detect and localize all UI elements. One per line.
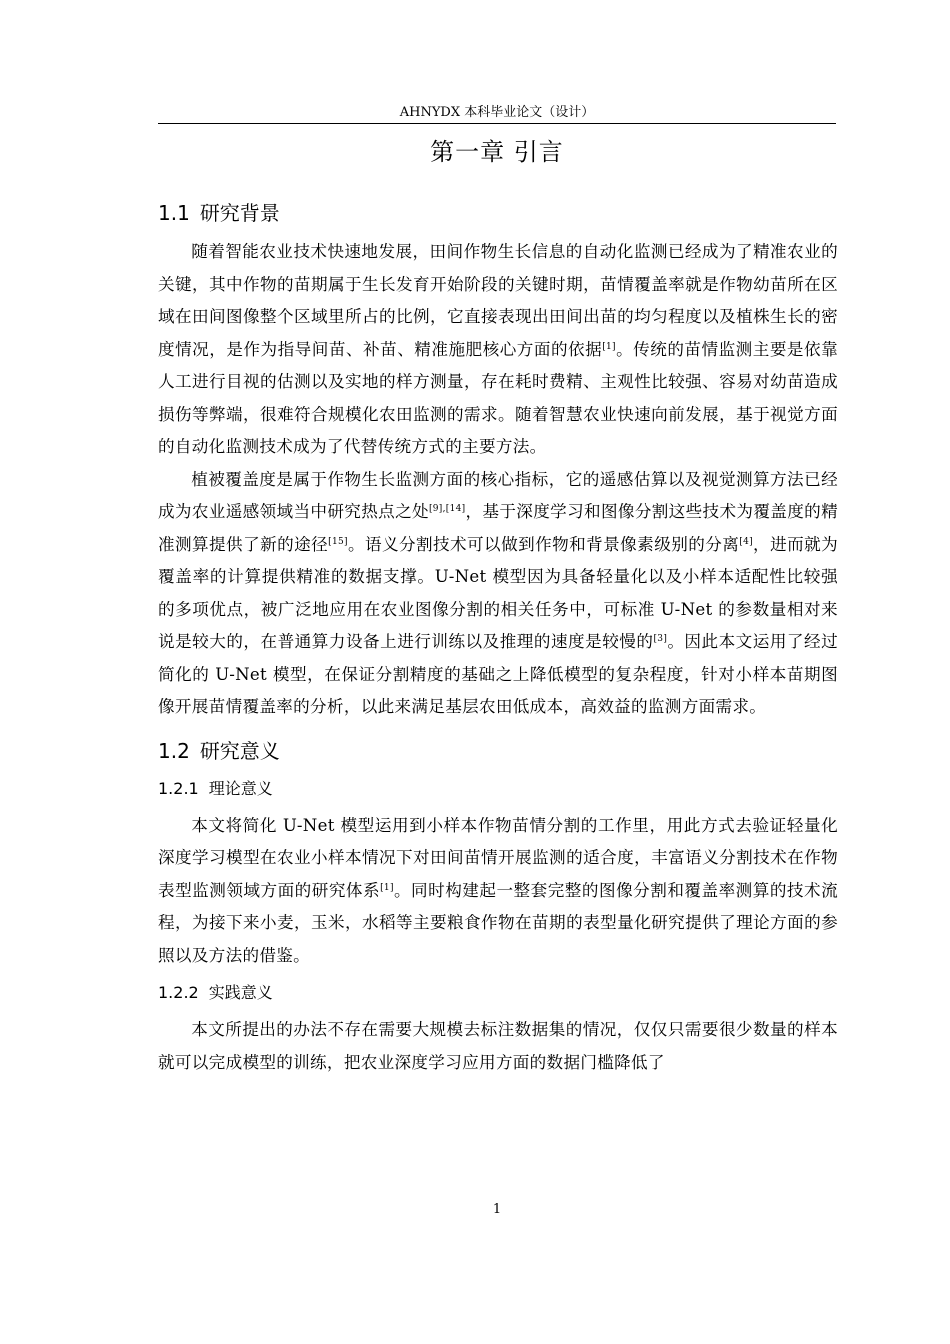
section-title: 研究背景 (199, 201, 280, 225)
paragraph-text: 。因此本文运用了经过简化的 U-Net 模型，在保证分割精度的基础之上降低模型的复杂程度，针对小样本苗期图像开展苗情覆盖率的分析，以此来满足基层农田低成本，高效益的监测方面需求。 (158, 632, 838, 716)
body-paragraph (158, 236, 838, 464)
paragraph-text: ，基于深度学习和图像分割这些技术为覆盖度的精准测算提供了新的途径 (158, 502, 838, 554)
subsection-number: 1.2.2 (158, 983, 199, 1002)
page-number: 1 (492, 1202, 502, 1217)
running-header: AHNYDX 本科毕业论文（设计） (399, 105, 595, 120)
subsection-heading-theory (158, 774, 838, 804)
section-number: 1.1 (158, 201, 190, 225)
body-paragraph (158, 1014, 838, 1079)
citation-mark: [9],[14] (428, 504, 466, 514)
citation-mark: [4] (739, 536, 753, 547)
paragraph-text: 。传统的苗情监测主要是依靠人工进行目视的估测以及实地的样方测量，存在耗时费精、主观性比较强、容易对幼苗造成损伤等弊端，很难符合规模化农田监测的需求。随着智慧农业快速向前发展，基于视觉方面的自动化监测技术成为了代替传统方式的主要方法。 (158, 339, 838, 456)
spacer (158, 724, 838, 734)
chapter-title: 第一章 引言 (430, 138, 564, 166)
citation-mark: [15] (328, 536, 348, 547)
subsection-title: 理论意义 (208, 778, 273, 798)
body-paragraph (158, 810, 838, 973)
subsection-title: 实践意义 (208, 983, 273, 1002)
paragraph-text: ，进而就为覆盖率的计算提供精准的数据支撑。U-Net 模型因为具备轻量化以及小样本适配性比较强的多项优点，被广泛地应用在农业图像分割的相关任务中，可标准 U-Net 的参数量相对来说是较大的，在普通算力设备上进行训练以及推理的速度是较慢的 (158, 534, 839, 651)
section-heading-significance (158, 734, 838, 768)
citation-mark: [1] (602, 341, 616, 352)
subsection-heading-practice (158, 978, 838, 1008)
body-paragraph (158, 464, 838, 724)
section-title: 研究意义 (199, 738, 280, 763)
paragraph-text: 本文所提出的办法不存在需要大规模去标注数据集的情况，仅仅只需要很少数量的样本就可以完成模型的训练，把农业深度学习应用方面的数据门槛降低了 (158, 1020, 838, 1072)
section-number: 1.2 (158, 738, 190, 763)
section-heading-background (158, 196, 838, 230)
header-rule (158, 123, 836, 124)
main-content (158, 196, 838, 1079)
paragraph-text: 随着智能农业技术快速地发展，田间作物生长信息的自动化监测已经成为了精准农业的关键，其中作物的苗期属于生长发育开始阶段的关键时期，苗情覆盖率就是作物幼苗所在区域在田间图像整个区域里所占的比例，它直接表现出田间出苗的均匀程度以及植株生长的密度情况，是作为指导间苗、补苗、精准施肥核心方面的依据 (158, 242, 838, 359)
subsection-number: 1.2.1 (158, 778, 199, 798)
paragraph-text: 本文将简化 U-Net 模型运用到小样本作物苗情分割的工作里，用此方式去验证轻量化深度学习模型在农业小样本情况下对田间苗情开展监测的适合度，丰富语义分割技术在作物表型监测领域方面的研究体系 (158, 815, 838, 900)
paragraph-text: 。同时构建起一整套完整的图像分割和覆盖率测算的技术流程，为接下来小麦，玉米，水稻等主要粮食作物在苗期的表型量化研究提供了理论方面的参照以及方法的借鉴。 (158, 880, 838, 965)
paragraph-text: 植被覆盖度是属于作物生长监测方面的核心指标，它的遥感估算以及视觉测算方法已经成为农业遥感领域当中研究热点之处 (158, 469, 838, 521)
paragraph-text: 。语义分割技术可以做到作物和背景像素级别的分离 (347, 534, 740, 554)
citation-mark: [1] (380, 882, 394, 893)
citation-mark: [3] (653, 634, 668, 644)
